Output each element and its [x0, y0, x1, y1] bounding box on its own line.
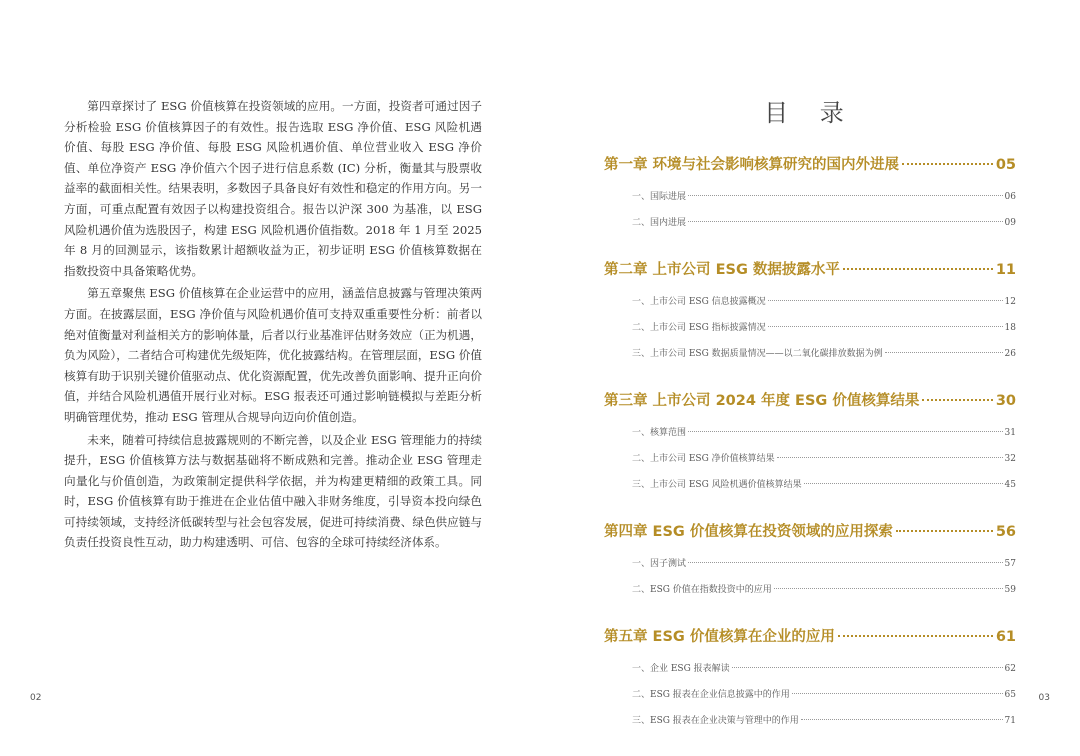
section-entry[interactable]	[604, 341, 1016, 367]
chapter-title: 第三章 上市公司 2024 年度 ESG 价值核算结果	[604, 393, 920, 409]
section-entry[interactable]	[604, 289, 1016, 315]
section-title: 一、上市公司 ESG 信息披露概况	[632, 297, 766, 307]
dot-leader	[792, 693, 1003, 694]
chapter-title: 第一章 环境与社会影响核算研究的国内外进展	[604, 157, 900, 173]
section-entry[interactable]	[604, 708, 1016, 734]
section-page: 12	[1004, 297, 1016, 307]
dot-leader	[885, 352, 1003, 353]
section-entry[interactable]	[604, 446, 1016, 472]
dot-leader	[777, 457, 1003, 458]
section-entry[interactable]	[604, 472, 1016, 498]
section-page: 31	[1004, 428, 1016, 438]
toc-chapter-4	[604, 520, 1016, 603]
dot-leader	[804, 483, 1003, 484]
chapter-page: 05	[995, 157, 1016, 173]
section-title: 一、国际进展	[632, 192, 687, 202]
section-entry[interactable]	[604, 656, 1016, 682]
right-page	[540, 0, 1080, 732]
section-title: 二、上市公司 ESG 净价值核算结果	[632, 454, 775, 464]
section-title: 三、ESG 报表在企业决策与管理中的作用	[632, 716, 799, 726]
dot-leader	[843, 268, 993, 270]
chapter-page: 11	[995, 262, 1016, 278]
dot-leader	[688, 562, 1003, 563]
section-title: 二、上市公司 ESG 指标披露情况	[632, 323, 766, 333]
section-page: 65	[1004, 690, 1016, 700]
section-entry[interactable]	[604, 420, 1016, 446]
dot-leader	[902, 163, 993, 165]
section-entry[interactable]	[604, 577, 1016, 603]
toc-chapter-1	[604, 153, 1016, 236]
chapter-entry[interactable]	[604, 625, 1016, 646]
section-page: 71	[1004, 716, 1016, 726]
chapter-page: 61	[995, 629, 1016, 645]
dot-leader	[688, 221, 1003, 222]
dot-leader	[838, 635, 993, 637]
section-page: 45	[1004, 480, 1016, 490]
section-title: 一、核算范围	[632, 428, 687, 438]
section-page: 57	[1004, 559, 1016, 569]
dot-leader	[896, 530, 993, 532]
section-entry[interactable]	[604, 210, 1016, 236]
section-title: 三、上市公司 ESG 数据质量情况——以二氧化碳排放数据为例	[632, 349, 883, 359]
section-entry[interactable]	[604, 551, 1016, 577]
dot-leader	[774, 588, 1003, 589]
dot-leader	[922, 399, 992, 401]
section-title: 一、企业 ESG 报表解读	[632, 664, 730, 674]
chapter-title: 第二章 上市公司 ESG 数据披露水平	[604, 262, 840, 278]
page-number-right: 03	[1038, 693, 1050, 703]
section-entry[interactable]	[604, 184, 1016, 210]
page-number-left: 02	[30, 693, 42, 703]
toc-chapter-5	[604, 625, 1016, 734]
dot-leader	[801, 719, 1003, 720]
section-title: 二、ESG 价值在指数投资中的应用	[632, 585, 772, 595]
chapter-page: 56	[995, 524, 1016, 540]
section-entry[interactable]	[604, 315, 1016, 341]
body-text	[64, 96, 482, 555]
paragraph-chapter4-summary: 第四章探讨了 ESG 价值核算在投资领域的应用。一方面，投资者可通过因子分析检验 ESG 价值核算因子的有效性。报告选取 ESG 净价值、ESG 风险机遇价值、每股 ESG 净价值、每股 ESG 风险机遇价值、单位营业收入 ESG 净价值、单位净资产 ESG 净价值六个因子进行信息系数 (IC) 分析，衡量其与股票收益率的截面相关性。结果表明，多数因子具备良好有效性和稳定的作用方向。另一方面，可重点配置有效因子以构建投资组合。报告以沪深 300 为基准，以 ESG 风险机遇价值为选股因子，构建 ESG 风险机遇价值指数。2018 年 1 月至 2025 年 8 月的回测显示，该指数累计超额收益为正，初步证明 ESG 价值核算数据在指数投资中具备策略优势。	[64, 99, 482, 278]
section-title: 一、因子测试	[632, 559, 687, 569]
section-page: 62	[1004, 664, 1016, 674]
paragraph-outlook: 未来，随着可持续信息披露规则的不断完善，以及企业 ESG 管理能力的持续提升，ESG 价值核算方法与数据基础将不断成熟和完善。推动企业 ESG 管理走向量化与价值创造，为政策制定提供科学依据，并为构建更精细的政策工具。同时，ESG 价值核算有助于推进在企业估值中融入非财务维度，引导资本投向绿色可持续领域，支持经济低碳转型与社会包容发展，促进可持续消费、绿色供应链与负责任投资良性互动，助力构建透明、可信、包容的全球可持续经济体系。	[64, 432, 482, 550]
section-page: 32	[1004, 454, 1016, 464]
left-page	[0, 0, 540, 732]
section-title: 二、ESG 报表在企业信息披露中的作用	[632, 690, 790, 700]
chapter-page: 30	[995, 393, 1016, 409]
table-of-contents	[604, 153, 1016, 756]
section-entry[interactable]	[604, 682, 1016, 708]
paragraph-chapter5-summary: 第五章聚焦 ESG 价值核算在企业运营中的应用，涵盖信息披露与管理决策两方面。在披露层面，ESG 净价值与风险机遇价值可支持双重重要性分析：前者以绝对值衡量对利益相关方的影响体量，后者以行业基准评估财务效应（正为机遇，负为风险），二者结合可构建优先级矩阵，优化披露结构。在管理层面，ESG 价值核算有助于识别关键价值驱动点、优化资源配置，优先改善负面影响、提升正向价值，并结合风险机遇值开展行业对标。ESG 报表还可通过影响链模拟与差距分析明确管理优势，推动 ESG 管理从合规导向迈向价值创造。	[64, 286, 482, 424]
chapter-title: 第五章 ESG 价值核算在企业的应用	[604, 629, 835, 645]
chapter-entry[interactable]	[604, 153, 1016, 174]
toc-chapter-3	[604, 389, 1016, 498]
section-title: 三、上市公司 ESG 风险机遇价值核算结果	[632, 480, 802, 490]
chapter-entry[interactable]	[604, 258, 1016, 279]
dot-leader	[688, 195, 1003, 196]
toc-chapter-2	[604, 258, 1016, 367]
dot-leader	[768, 326, 1003, 327]
toc-title: 目 录	[764, 99, 856, 127]
section-page: 18	[1004, 323, 1016, 333]
section-page: 06	[1004, 192, 1016, 202]
section-title: 二、国内进展	[632, 218, 687, 228]
chapter-entry[interactable]	[604, 389, 1016, 410]
section-page: 09	[1004, 218, 1016, 228]
chapter-title: 第四章 ESG 价值核算在投资领域的应用探索	[604, 524, 893, 540]
chapter-entry[interactable]	[604, 520, 1016, 541]
dot-leader	[732, 667, 1003, 668]
section-page: 26	[1004, 349, 1016, 359]
dot-leader	[688, 431, 1003, 432]
section-page: 59	[1004, 585, 1016, 595]
dot-leader	[768, 300, 1003, 301]
